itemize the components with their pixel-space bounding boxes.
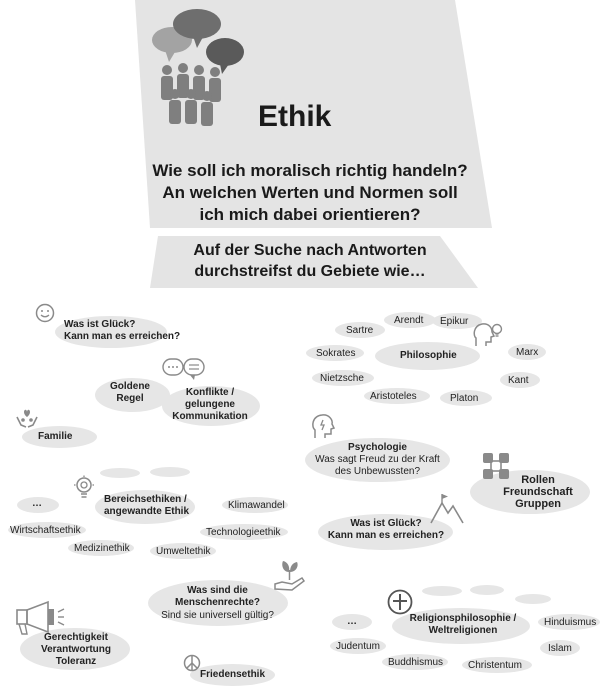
bereich-item: Klimawandel: [228, 500, 285, 511]
philosopher-name: Marx: [516, 347, 539, 358]
regel-label: Goldene Regel: [109, 381, 150, 404]
gerechtigkeit-label: Gerechtigkeit Verantwortung Toleranz: [40, 632, 111, 667]
philosopher-name: Nietzsche: [320, 373, 364, 384]
lightbulb-gear-icon: [72, 475, 96, 501]
family-hands-icon: [14, 405, 40, 431]
menschenrechte-sub: Sind sie universell gültig?: [161, 610, 274, 621]
bereich-item: Umweltethik: [156, 546, 211, 557]
religion-item: Hinduismus: [544, 617, 597, 628]
head-lightbulb-icon: [472, 320, 504, 350]
smiley-icon: [35, 303, 55, 323]
bereich-dots: …: [32, 498, 42, 509]
bereichsethik-label: Bereichsethiken / angewandte Ethik: [104, 494, 190, 517]
chat-bubbles-icon: [162, 357, 206, 383]
philosopher-name: Sartre: [346, 325, 374, 336]
frieden-label: Friedensethik: [200, 669, 266, 680]
psychologie-text: Was sagt Freud zu der Kraft des Unbewussten?: [315, 454, 440, 477]
bereich-item: Technologieethik: [206, 527, 281, 538]
philosopher-name: Sokrates: [316, 348, 356, 359]
religion-label: Religionsphilosophie / Weltreligionen: [409, 613, 517, 636]
philosophie-label: Philosophie: [400, 350, 457, 361]
bereich-item: Wirtschaftsethik: [10, 525, 81, 536]
kommunikation-label: Konflikte / gelungene Kommunikation: [172, 387, 248, 422]
religion-item: Judentum: [336, 641, 380, 652]
philosopher-name: Platon: [450, 393, 479, 404]
religion-deco-blob: [470, 585, 504, 595]
peace-icon: [183, 654, 201, 672]
philosopher-name: Kant: [508, 375, 529, 386]
religion-item: Islam: [548, 643, 572, 654]
religion-dots: …: [347, 616, 357, 627]
philosopher-name: Epikur: [440, 316, 469, 327]
bereich-item: Medizinethik: [74, 543, 130, 554]
familie-label: Familie: [38, 431, 73, 442]
page-title: Ethik: [258, 100, 332, 133]
people-speech-bubbles-icon: [145, 6, 250, 136]
rollen-label: Rollen Freundschaft Gruppen: [503, 474, 573, 510]
cross-circle-icon: [387, 589, 413, 615]
head-profile-icon: [311, 412, 337, 440]
religion-item: Buddhismus: [388, 657, 444, 668]
main-question: Wie soll ich moralisch richtig handeln? An welchen Werten und Normen soll ich mich dabei orientieren?: [152, 161, 468, 224]
glueck-mid-label: Was ist Glück? Kann man es erreichen?: [327, 518, 445, 541]
philosopher-name: Aristoteles: [370, 391, 417, 402]
religion-item: Christentum: [468, 660, 522, 671]
religion-deco-blob: [515, 594, 551, 604]
subtitle: Auf der Suche nach Antworten durchstreifst du Gebiete wie…: [193, 242, 427, 280]
menschenrechte-label: Was sind die Menschenrechte?: [174, 585, 261, 608]
religion-deco-blob: [422, 586, 462, 596]
glueck-top-label: Was ist Glück? Kann man es erreichen?: [64, 319, 181, 342]
bereich-deco-blob: [100, 468, 140, 478]
bereich-deco-blob: [150, 467, 190, 477]
philosopher-name: Arendt: [394, 315, 424, 326]
psychologie-title: Psychologie: [348, 442, 407, 453]
